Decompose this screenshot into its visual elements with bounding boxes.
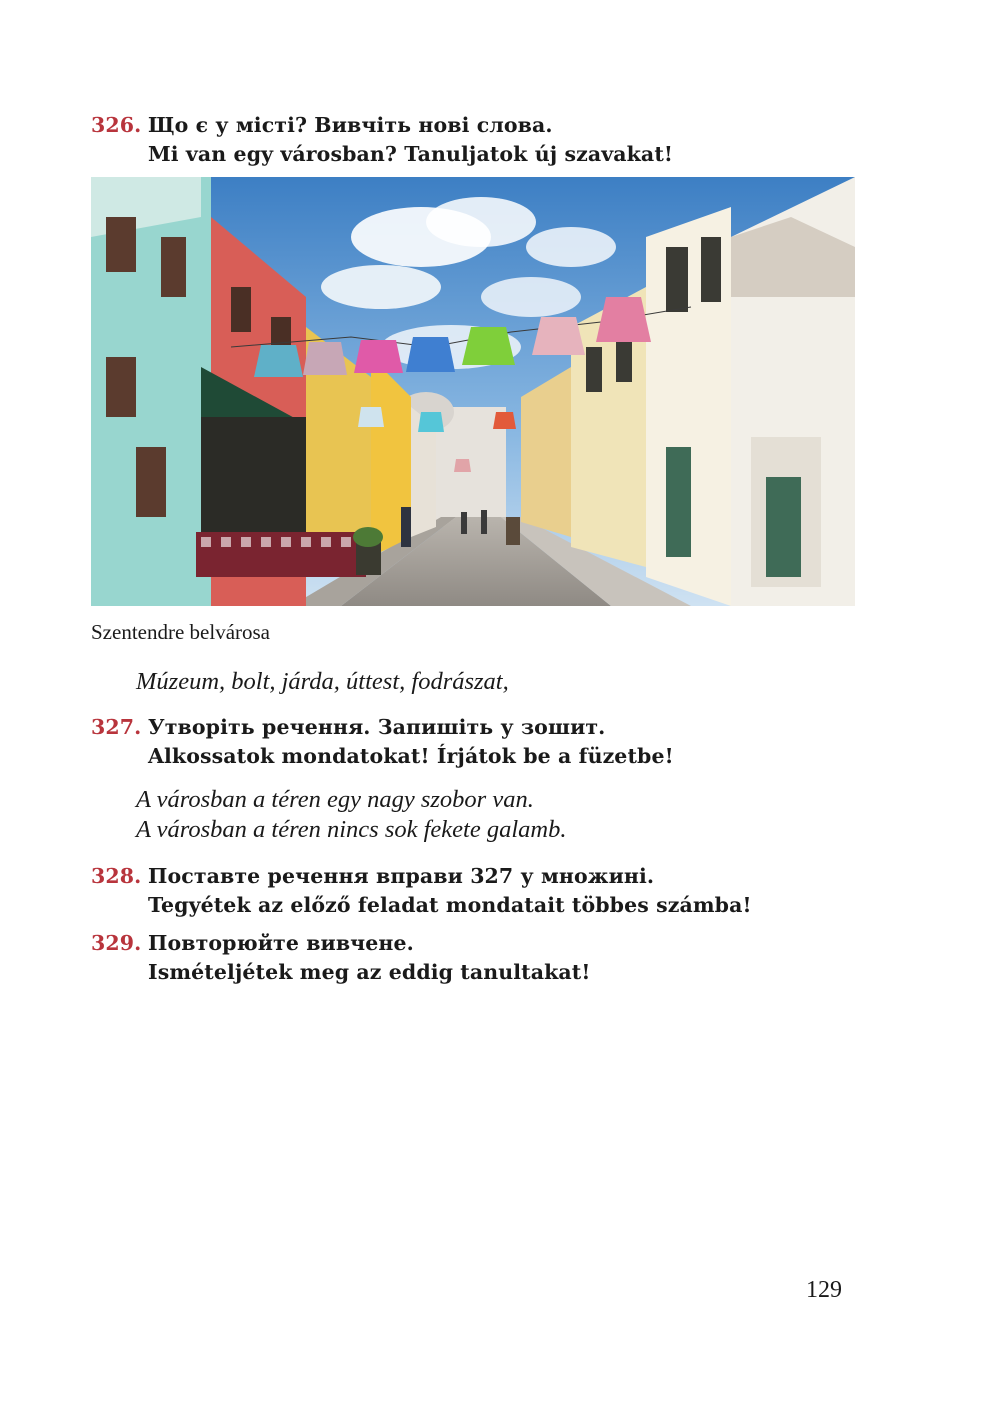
- exercise-instruction-hungarian: Tegyétek az előző feladat mondatait többes számba!: [148, 893, 752, 917]
- exercise-instruction-ukrainian: Що є у місті? Вивчіть нові слова.: [148, 113, 553, 137]
- vocabulary-text: Múzeum, bolt, járda, úttest, fodrászat,: [136, 668, 509, 695]
- exercise-instruction-ukrainian: Утворіть речення. Запишіть у зошит.: [148, 715, 606, 739]
- exercise-heading: [91, 929, 871, 987]
- exercise-327: [91, 713, 871, 771]
- exercise-number: 327.: [91, 715, 142, 739]
- page-number: 129: [806, 1277, 842, 1303]
- exercise-instruction-ukrainian: Повторюйте вивчене.: [148, 931, 414, 955]
- street-photo: [91, 177, 855, 606]
- exercise-329: [91, 929, 871, 987]
- exercise-heading: [91, 713, 871, 771]
- vocabulary-line: [136, 667, 509, 697]
- example-sentence: A városban a téren nincs sok fekete galamb.: [136, 816, 567, 843]
- exercise-instruction-hungarian: Ismételjétek meg az eddig tanultakat!: [148, 960, 591, 984]
- exercise-number: 326.: [91, 113, 142, 137]
- exercise-instruction-ukrainian: Поставте речення вправи 327 у множині.: [148, 864, 655, 888]
- exercise-328: [91, 862, 871, 920]
- exercise-326: [91, 111, 871, 169]
- example-sentences: [136, 785, 566, 845]
- exercise-instruction-hungarian: Alkossatok mondatokat! Írjátok be a füzetbe!: [148, 744, 674, 768]
- photo-caption: Szentendre belvárosa: [91, 620, 271, 644]
- exercise-number: 328.: [91, 864, 142, 888]
- exercise-number: 329.: [91, 931, 142, 955]
- example-sentence: A városban a téren egy nagy szobor van.: [136, 786, 534, 813]
- exercise-heading: [91, 111, 871, 169]
- exercise-instruction-hungarian: Mi van egy városban? Tanuljatok új szavakat!: [148, 142, 673, 166]
- exercise-heading: [91, 862, 871, 920]
